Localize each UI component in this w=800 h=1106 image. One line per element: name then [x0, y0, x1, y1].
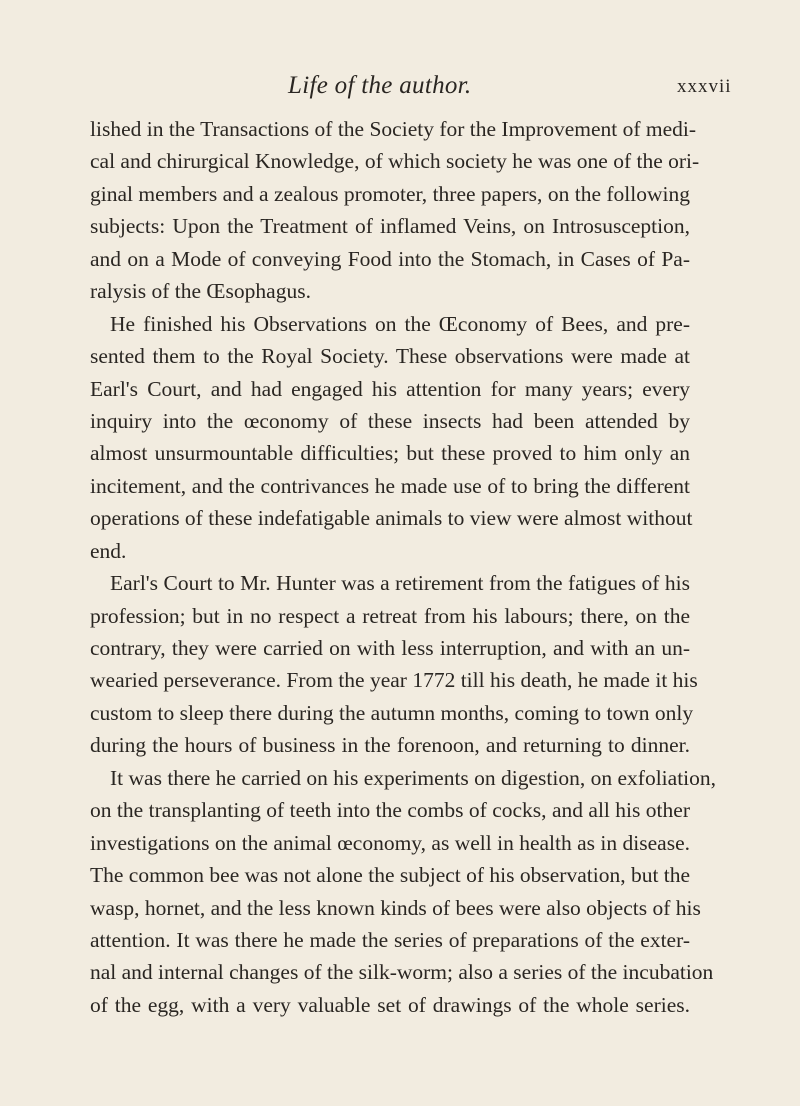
text-line: inquiry into the œconomy of these insects had been attended by [90, 408, 690, 433]
text-line: wasp, hornet, and the less known kinds of bees were also objects of his [90, 895, 701, 920]
text-line: The common bee was not alone the subject of his observation, but the [90, 863, 691, 888]
page-number: xxxvii [677, 76, 732, 97]
running-head [0, 72, 800, 102]
text-line: operations of these indefatigable animals to view were almost without [90, 506, 693, 531]
text-line: lished in the Transactions of the Society for the Improvement of medi- [90, 117, 697, 141]
text-line: profession; but in no respect a retreat from his labours; there, on the [90, 603, 690, 628]
body-text [90, 113, 717, 1021]
paragraph-start-line: Earl's Court to Mr. Hunter was a retirement from the fatigues of his [110, 571, 690, 596]
text-line: sented them to the Royal Society. These observations were made at [90, 344, 690, 369]
text-line: and on a Mode of conveying Food into the Stomach, in Cases of Pa- [90, 246, 690, 271]
text-line: investigations on the animal œconomy, as well in health as in disease. [90, 830, 690, 855]
text-line: end. [90, 538, 127, 563]
text-line: custom to sleep there during the autumn months, coming to town only [90, 700, 694, 725]
text-line: Earl's Court, and had engaged his attention for many years; every [90, 376, 690, 401]
text-line: attention. It was there he made the series of preparations of the exter- [90, 927, 690, 952]
text-line: incitement, and the contrivances he made use of to bring the different [90, 473, 690, 498]
text-line: wearied perseverance. From the year 1772 till his death, he made it his [90, 668, 698, 693]
text-line: of the egg, with a very valuable set of drawings of the whole series. [90, 992, 690, 1017]
text-line: cal and chirurgical Knowledge, of which society he was one of the ori- [90, 149, 700, 174]
text-line: ralysis of the Œsophagus. [90, 279, 311, 304]
text-line: during the hours of business in the forenoon, and returning to dinner. [90, 733, 690, 758]
text-line: nal and internal changes of the silk-worm; also a series of the incubation [90, 960, 714, 985]
paragraph-start-line: It was there he carried on his experiments on digestion, on exfoliation, [110, 765, 717, 790]
running-title: Life of the author. [288, 72, 472, 99]
text-line: on the transplanting of teeth into the combs of cocks, and all his other [90, 798, 690, 823]
text-line: ginal members and a zealous promoter, three papers, on the following [90, 181, 690, 206]
paragraph-start-line: He finished his Observations on the Œconomy of Bees, and pre- [110, 311, 690, 336]
text-line: almost unsurmountable difficulties; but these proved to him only an [90, 441, 690, 466]
text-line: contrary, they were carried on with less interruption, and with an un- [90, 636, 690, 660]
text-line: subjects: Upon the Treatment of inflamed Veins, on Introsusception, [90, 214, 690, 239]
